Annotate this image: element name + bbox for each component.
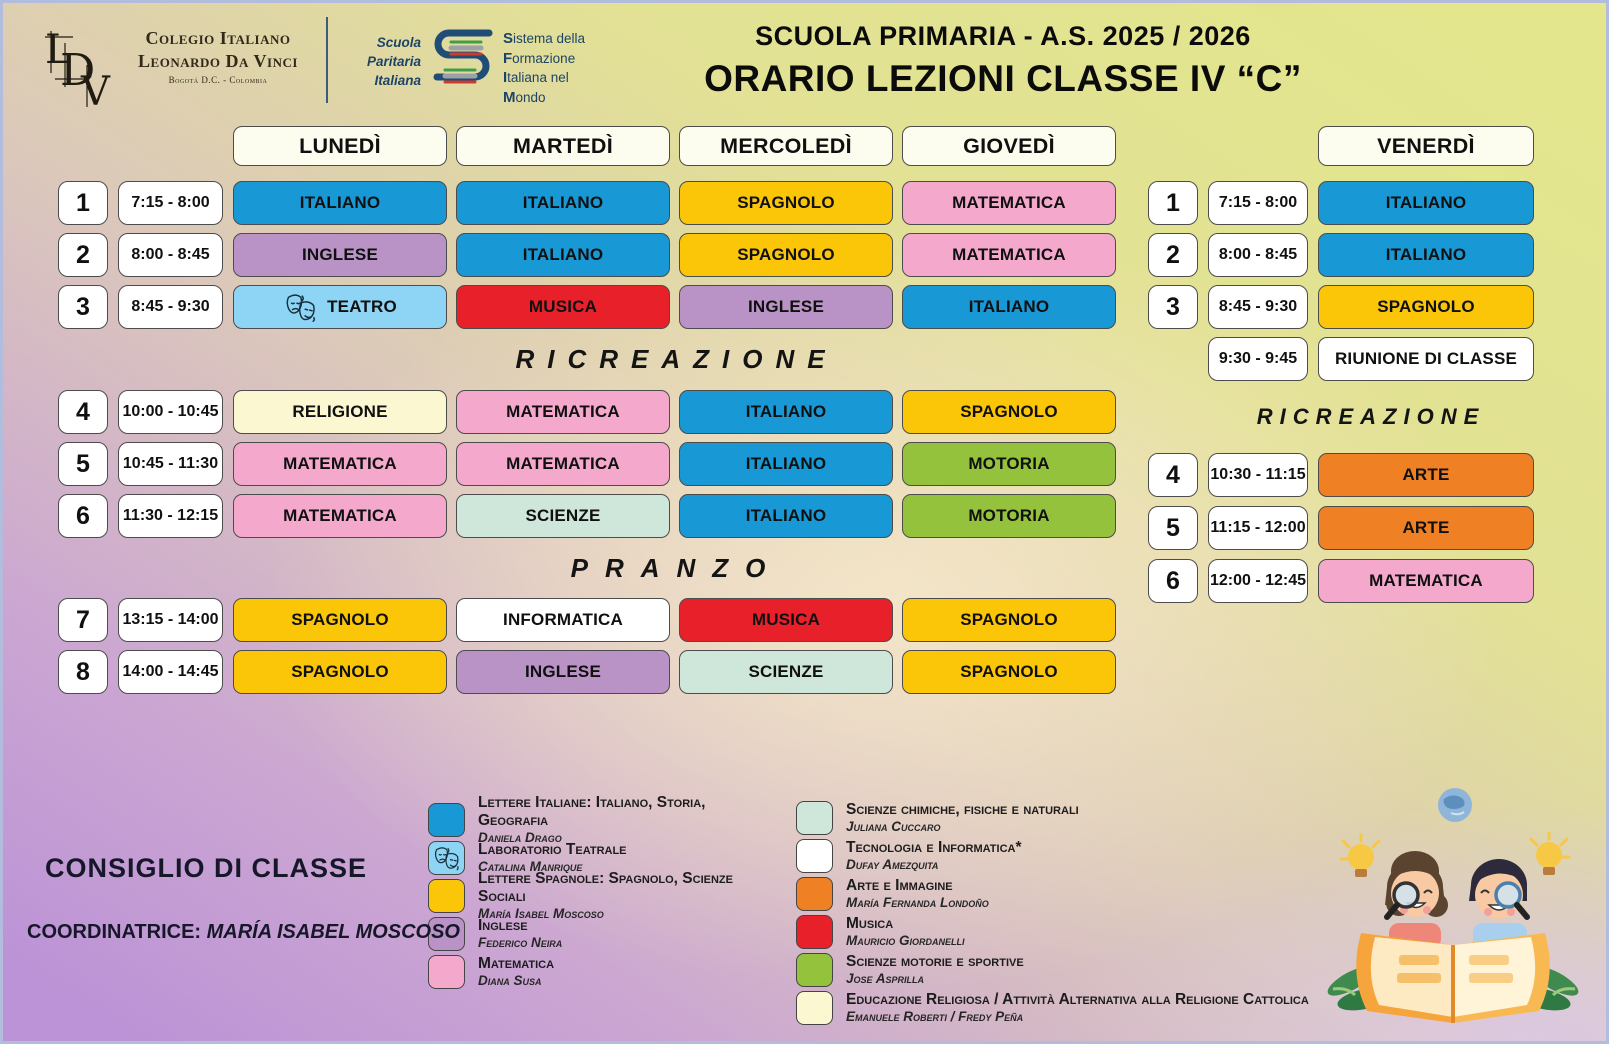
council-title: CONSIGLIO DI CLASSE — [45, 853, 368, 883]
lesson-matematica — [902, 181, 1116, 225]
legend-item — [796, 914, 1316, 950]
lesson-label: SPAGNOLO — [960, 402, 1058, 421]
lesson-label: MOTORIA — [968, 506, 1050, 525]
lesson-label: MATEMATICA — [283, 506, 397, 525]
lesson-musica — [679, 598, 893, 642]
lesson-scienze — [456, 494, 670, 538]
lesson-inglese — [233, 233, 447, 277]
lesson-matematica — [456, 390, 670, 434]
lesson-italiano — [679, 494, 893, 538]
sistema-line: Sistema della — [503, 30, 586, 47]
lightbulb-right — [1531, 833, 1569, 875]
legend-swatch-laboratorio-teatrale — [428, 841, 465, 875]
period-number: 6 — [58, 494, 108, 538]
period-number: 1 — [58, 181, 108, 225]
school-name-line1: Colegio Italiano — [145, 28, 291, 48]
lesson-label: SCIENZE — [748, 662, 824, 681]
time-slot: 8:00 - 8:45 — [1208, 233, 1308, 277]
period-number: 4 — [1148, 453, 1198, 497]
coordinator-name: MARÍA ISABEL MOSCOSO — [206, 921, 460, 943]
lesson-label: MATEMATICA — [952, 245, 1066, 264]
coordinator-label: COORDINATRICE: — [27, 921, 202, 943]
time-slot: 10:00 - 10:45 — [118, 390, 223, 434]
lesson-label: INGLESE — [747, 297, 825, 316]
lesson-label: MUSICA — [528, 297, 598, 316]
legend-subject: Laboratorio Teatrale — [478, 841, 627, 859]
lesson-musica — [456, 285, 670, 329]
lesson-italiano — [679, 442, 893, 486]
paritaria-line: Scuola — [376, 35, 421, 50]
time-slot: 11:15 - 12:00 — [1208, 506, 1308, 550]
lesson-spagnolo — [902, 598, 1116, 642]
legend-teacher: Emanuele Roberti / Fredy Peña — [846, 1009, 1024, 1025]
title-class-schedule: ORARIO LEZIONI CLASSE IV “C” — [704, 58, 1302, 99]
pranzo-label: PRANZO — [570, 552, 783, 583]
lesson-matematica — [902, 233, 1116, 277]
legend-item — [428, 954, 778, 990]
legend-item — [428, 870, 778, 922]
legend-subject: Inglese — [478, 917, 528, 935]
lesson-label: ITALIANO — [522, 193, 604, 212]
legend-subject: Lettere Spagnole: Spagnolo, Scienze Sociali — [478, 870, 733, 906]
period-number: 3 — [1148, 285, 1198, 329]
lesson-label: SPAGNOLO — [291, 662, 389, 681]
legend-subject: Matematica — [478, 955, 555, 973]
lesson-spagnolo — [902, 650, 1116, 694]
lesson-label: MATEMATICA — [952, 193, 1066, 212]
legend-swatch-educazione-religiosa-attivita-alternativa-alla-religione-cattolica — [796, 991, 833, 1025]
lesson-label: MOTORIA — [968, 454, 1050, 473]
legend-teacher: Catalina Manrique — [478, 859, 583, 875]
legend-teacher: Dufay Amezquita — [846, 857, 939, 873]
day-header-martedi: MARTEDÌ — [456, 126, 670, 166]
legend-subject: Arte e Immagine — [846, 877, 953, 895]
lesson-label: SCIENZE — [525, 506, 601, 525]
header-divider — [326, 17, 328, 103]
legend-teacher: Juliana Cuccaro — [846, 819, 941, 835]
period-number: 5 — [58, 442, 108, 486]
legend-teacher: Federico Neira — [478, 935, 563, 951]
lesson-italiano — [233, 181, 447, 225]
svg-text:D: D — [60, 45, 96, 96]
legend-subject: Scienze chimiche, fisiche e naturali — [846, 801, 1079, 819]
lesson-inglese — [456, 650, 670, 694]
sistema-line: Mondo — [503, 88, 546, 106]
lesson-label: RIUNIONE DI CLASSE — [1334, 349, 1518, 368]
lesson-italiano — [456, 181, 670, 225]
girl — [1385, 851, 1448, 949]
lesson-label: SPAGNOLO — [737, 193, 835, 212]
period-number: 4 — [58, 390, 108, 434]
time-slot: 11:30 - 12:15 — [118, 494, 223, 538]
sistema-line: Italiana nel — [503, 69, 569, 86]
legend-teacher: Diana Susa — [478, 973, 542, 989]
lesson-matematica — [1318, 559, 1534, 603]
lesson-label: INFORMATICA — [503, 610, 623, 629]
lesson-label: ARTE — [1402, 465, 1450, 484]
legend-swatch-lettere-spagnole-spagnolo-scienze-sociali — [428, 879, 465, 913]
schedule-friday — [1148, 126, 1534, 612]
day-header-lunedi: LUNEDÌ — [233, 126, 447, 166]
lesson-italiano — [679, 390, 893, 434]
lesson-label: ITALIANO — [745, 454, 827, 473]
period-number: 6 — [1148, 559, 1198, 603]
lesson-label: ITALIANO — [522, 245, 604, 264]
lesson-label: ITALIANO — [745, 506, 827, 525]
sistema-line: Formazione — [503, 49, 576, 67]
time-slot: 9:30 - 9:45 — [1208, 337, 1308, 381]
period-number: 2 — [1148, 233, 1198, 277]
school-name — [111, 27, 325, 85]
time-slot: 8:00 - 8:45 — [118, 233, 223, 277]
lesson-spagnolo — [233, 650, 447, 694]
open-book — [1356, 933, 1550, 1023]
time-slot: 10:30 - 11:15 — [1208, 453, 1308, 497]
legend-subject: Educazione Religiosa / Attività Alternativa alla Religione Cattolica — [846, 991, 1309, 1009]
legend-item — [796, 800, 1316, 836]
legend-item — [428, 794, 778, 846]
time-slot: 7:15 - 8:00 — [118, 181, 223, 225]
school-location: Bogotá D.C. - Colombia — [168, 75, 268, 85]
sistema-formazione-logo-icon — [429, 25, 497, 99]
legend-item — [796, 990, 1316, 1026]
day-header-giovedi: GIOVEDÌ — [902, 126, 1116, 166]
day-header-venerdi: VENERDÌ — [1318, 126, 1534, 166]
time-slot: 14:00 - 14:45 — [118, 650, 223, 694]
period-number: 1 — [1148, 181, 1198, 225]
lesson-label: ITALIANO — [1385, 245, 1467, 264]
lesson-label: MATEMATICA — [1369, 571, 1483, 590]
sistema-formazione-label — [503, 29, 623, 107]
lesson-label: SPAGNOLO — [960, 610, 1058, 629]
paritaria-line: Paritaria — [366, 53, 421, 69]
legend-subject: Tecnologia e Informatica* — [846, 839, 1022, 857]
lesson-italiano — [456, 233, 670, 277]
lesson-religione — [233, 390, 447, 434]
lesson-spagnolo — [679, 181, 893, 225]
lesson-arte — [1318, 506, 1534, 550]
lesson-label: MUSICA — [751, 610, 821, 629]
lesson-teatro — [233, 285, 447, 329]
lesson-scienze — [679, 650, 893, 694]
legend-teacher: Mauricio Giordanelli — [846, 933, 965, 949]
time-slot: 7:15 - 8:00 — [1208, 181, 1308, 225]
legend-swatch-scienze-motorie-e-sportive — [796, 953, 833, 987]
school-name-line2: Leonardo Da Vinci — [138, 50, 298, 71]
legend-item — [796, 876, 1316, 912]
lesson-riunione-di-classe — [1318, 337, 1534, 381]
lesson-spagnolo — [902, 390, 1116, 434]
legend-swatch-arte-e-immagine — [796, 877, 833, 911]
legend-subject: Lettere Italiane: Italiano, Storia, Geografia — [478, 794, 706, 830]
schedule-mon-thu — [58, 126, 1120, 702]
time-slot: 12:00 - 12:45 — [1208, 559, 1308, 603]
legend-item — [796, 838, 1316, 874]
lesson-informatica — [456, 598, 670, 642]
legend-column-left — [428, 794, 778, 992]
time-slot: 10:45 - 11:30 — [118, 442, 223, 486]
lesson-label: INGLESE — [524, 662, 602, 681]
lesson-label: TEATRO — [327, 297, 397, 316]
boy — [1469, 859, 1527, 949]
lesson-motoria — [902, 442, 1116, 486]
lesson-label: SPAGNOLO — [737, 245, 835, 264]
lesson-matematica — [233, 442, 447, 486]
legend-swatch-matematica — [428, 955, 465, 989]
lesson-label: MATEMATICA — [506, 402, 620, 421]
legend-item — [796, 952, 1316, 988]
legend-subject: Scienze motorie e sportive — [846, 953, 1024, 971]
theater-masks-icon — [283, 292, 319, 322]
svg-text:V: V — [81, 69, 110, 107]
scuola-paritaria-label — [347, 34, 421, 91]
legend-subject: Musica — [846, 915, 894, 933]
lesson-italiano — [1318, 233, 1534, 277]
ricreazione-label-friday: RICREAZIONE — [1256, 404, 1486, 429]
legend-column-right — [796, 800, 1316, 1028]
period-number: 5 — [1148, 506, 1198, 550]
lesson-label: SPAGNOLO — [960, 662, 1058, 681]
lesson-label: ITALIANO — [968, 297, 1050, 316]
legend-swatch-lettere-italiane-italiano-storia-geografia — [428, 803, 465, 837]
legend-teacher: Jose Asprilla — [846, 971, 925, 987]
lightbulb-left — [1341, 835, 1379, 877]
lesson-label: ITALIANO — [1385, 193, 1467, 212]
title-school-year: SCUOLA PRIMARIA - A.S. 2025 / 2026 — [755, 21, 1251, 51]
poster-titles — [703, 21, 1303, 100]
lesson-label: INGLESE — [301, 245, 379, 264]
lesson-italiano — [1318, 181, 1534, 225]
lesson-label: SPAGNOLO — [1377, 297, 1475, 316]
paritaria-line: Italiana — [374, 72, 421, 88]
time-slot: 8:45 - 9:30 — [118, 285, 223, 329]
lesson-motoria — [902, 494, 1116, 538]
lesson-label: ITALIANO — [299, 193, 381, 212]
period-number: 2 — [58, 233, 108, 277]
legend-teacher: María Fernanda Londoño — [846, 895, 989, 911]
lesson-label: MATEMATICA — [506, 454, 620, 473]
lesson-label: ITALIANO — [745, 402, 827, 421]
coordinator-line — [27, 921, 460, 944]
lesson-spagnolo — [233, 598, 447, 642]
lesson-label: MATEMATICA — [283, 454, 397, 473]
lesson-label: SPAGNOLO — [291, 610, 389, 629]
kids-reading-illustration — [1303, 775, 1603, 1031]
legend-swatch-scienze-chimiche-fisiche-e-naturali — [796, 801, 833, 835]
ricreazione-label: RICREAZIONE — [515, 344, 838, 374]
lesson-arte — [1318, 453, 1534, 497]
legend-swatch-tecnologia-e-informatica — [796, 839, 833, 873]
lesson-spagnolo — [1318, 285, 1534, 329]
period-number: 7 — [58, 598, 108, 642]
lesson-matematica — [233, 494, 447, 538]
day-header-mercoledi: MERCOLEDÌ — [679, 126, 893, 166]
lesson-label: RELIGIONE — [292, 402, 388, 421]
period-number: 3 — [58, 285, 108, 329]
lesson-italiano — [902, 285, 1116, 329]
lesson-matematica — [456, 442, 670, 486]
time-slot: 8:45 - 9:30 — [1208, 285, 1308, 329]
time-slot: 13:15 - 14:00 — [118, 598, 223, 642]
legend-swatch-musica — [796, 915, 833, 949]
lesson-spagnolo — [679, 233, 893, 277]
legend-teacher: María Isabel Moscoso — [478, 906, 604, 922]
legend-teacher: Daniela Drago — [478, 830, 562, 846]
lesson-inglese — [679, 285, 893, 329]
svg-text:L: L — [45, 29, 72, 73]
lesson-label: ARTE — [1402, 518, 1450, 537]
period-number: 8 — [58, 650, 108, 694]
